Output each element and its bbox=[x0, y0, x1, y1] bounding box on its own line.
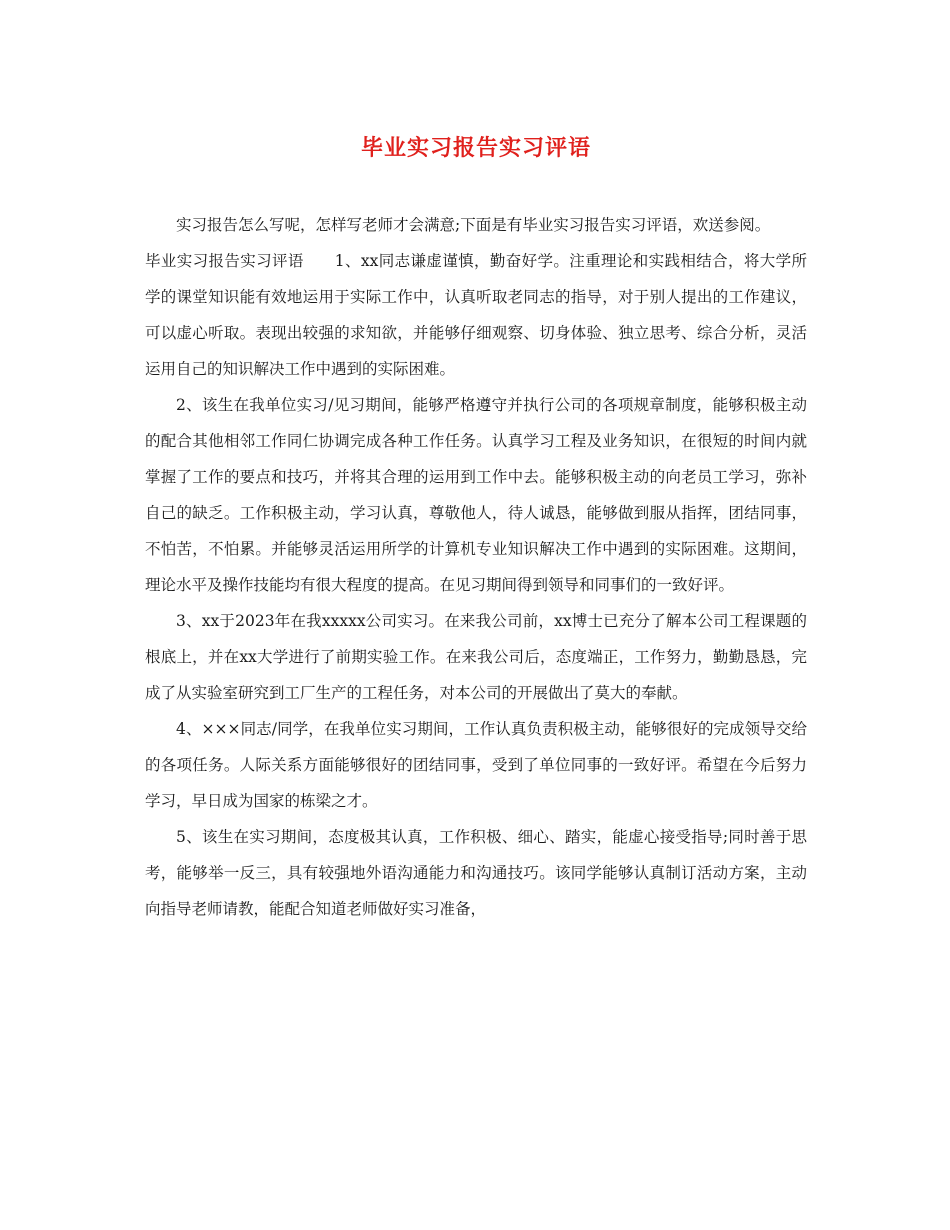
paragraph-item-1 bbox=[145, 243, 807, 387]
paragraph-item-3: 3、xx于2023年在我xxxxx公司实习。在来我公司前，xx博士已充分了解本公司工程课题的根底上，并在xx大学进行了前期实验工作。在来我公司后，态度端正，工作努力，勤勤恳恳，完成了从实验室研究到工厂生产的工程任务，对本公司的开展做出了莫大的奉献。 bbox=[145, 612, 807, 702]
section-heading: 毕业实习报告实习评语 bbox=[145, 252, 304, 270]
paragraph-item-4: 4、×××同志/同学，在我单位实习期间，工作认真负责积极主动，能够很好的完成领导交给的各项任务。人际关系方面能够很好的团结同事，受到了单位同事的一致好评。希望在今后努力学习，早日成为国家的栋梁之才。 bbox=[145, 720, 807, 810]
item-1-text: 1、xx同志谦虚谨慎，勤奋好学。注重理论和实践相结合，将大学所学的课堂知识能有效地运用于实际工作中，认真听取老同志的指导，对于别人提出的工作建议，可以虚心听取。表现出较强的求知欲，并能够仔细观察、切身体验、独立思考、综合分析，灵活运用自己的知识解决工作中遇到的实际困难。 bbox=[145, 252, 807, 378]
paragraph-item-2: 2、该生在我单位实习/见习期间，能够严格遵守并执行公司的各项规章制度，能够积极主动的配合其他相邻工作同仁协调完成各种工作任务。认真学习工程及业务知识，在很短的时间内就掌握了工作的要点和技巧，并将其合理的运用到工作中去。能够积极主动的向老员工学习，弥补自己的缺乏。工作积极主动，学习认真，尊敬他人，待人诚恳，能够做到服从指挥，团结同事，不怕苦，不怕累。并能够灵活运用所学的计算机专业知识解决工作中遇到的实际困难。这期间，理论水平及操作技能均有很大程度的提高。在见习期间得到领导和同事们的一致好评。 bbox=[145, 396, 807, 594]
intro-paragraph: 实习报告怎么写呢，怎样写老师才会满意;下面是有毕业实习报告实习评语，欢送参阅。 bbox=[176, 216, 771, 234]
document-title: 毕业实习报告实习评语 bbox=[360, 135, 591, 161]
document-body bbox=[145, 207, 807, 927]
paragraph-item-5: 5、该生在实习期间，态度极其认真，工作积极、细心、踏实，能虚心接受指导;同时善于思考，能够举一反三，具有较强地外语沟通能力和沟通技巧。该同学能够认真制订活动方案，主动向指导老师请教，能配合知道老师做好实习准备， bbox=[145, 828, 807, 918]
document-page bbox=[145, 0, 807, 927]
